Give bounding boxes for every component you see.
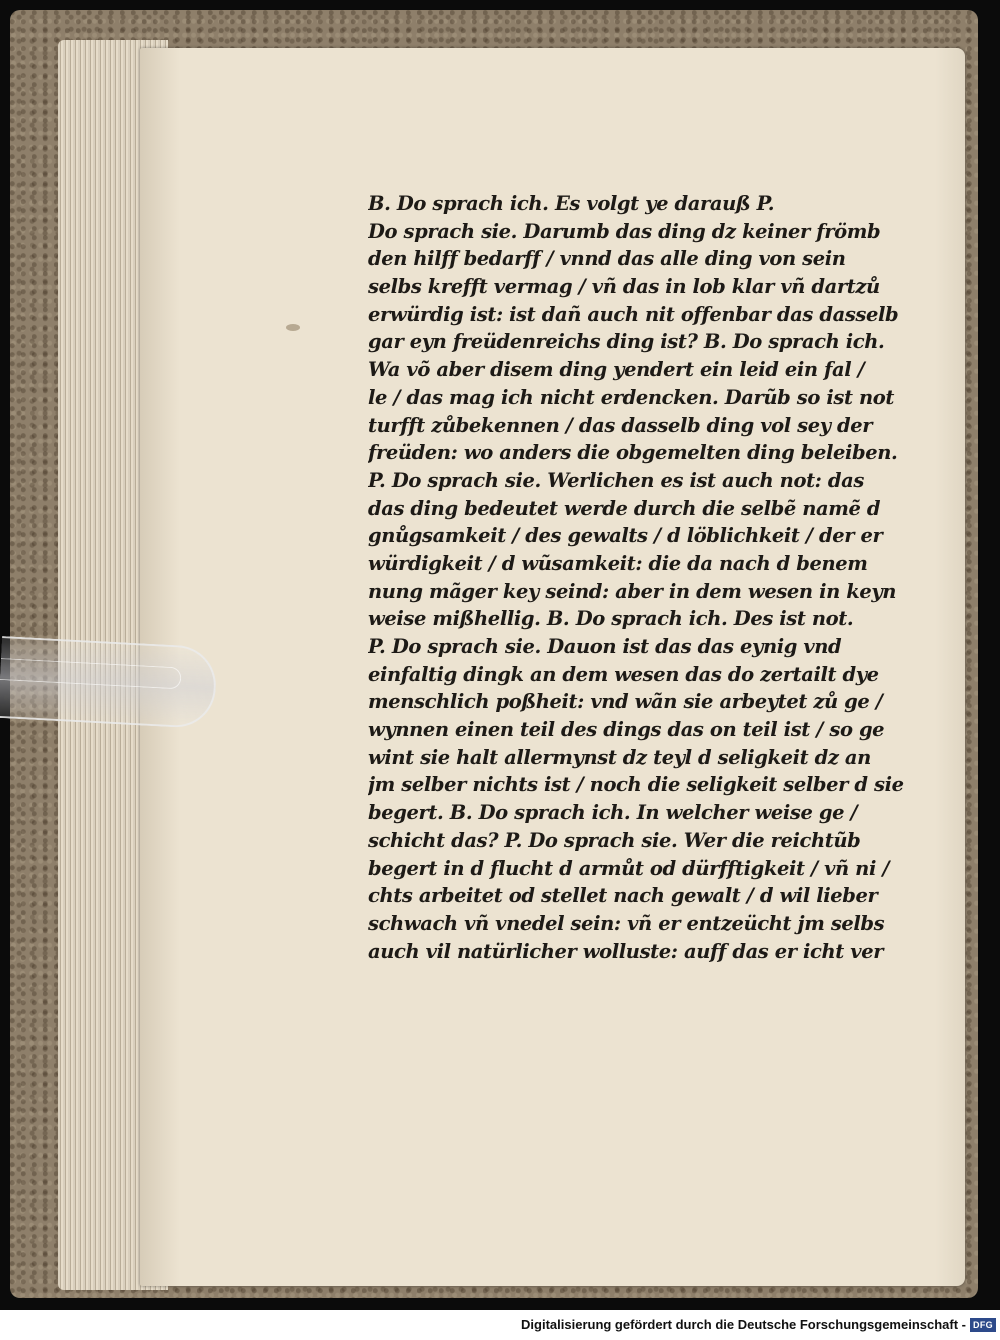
- funding-credit: Digitalisierung gefördert durch die Deutsche Forschungsgemeinschaft -: [521, 1317, 966, 1332]
- text-line: das ding bedeutet werde durch die selbẽ namẽ d: [368, 496, 881, 520]
- text-line: wynnen einen teil des dings das on teil ist / so ge: [368, 718, 885, 742]
- text-line: würdigkeit / d wũsamkeit: die da nach d benem: [368, 551, 868, 575]
- text-line: P. Do sprach sie. Werlichen es ist auch not: das: [368, 468, 864, 492]
- text-line: auch vil natürlicher wolluste: auff das er icht ver: [368, 939, 884, 963]
- text-line: turfft zůbekennen / das dasselb ding vol sey der: [368, 413, 873, 437]
- footer-bar: [0, 1310, 1000, 1340]
- text-line: begert. B. Do sprach ich. In welcher weise ge /: [368, 801, 858, 825]
- text-line: gar eyn freüdenreichs ding ist? B. Do sprach ich.: [368, 330, 885, 354]
- text-line: jm selber nichts ist / noch die seligkeit selber d sie: [368, 773, 904, 797]
- text-line: den hilff bedarff / vnnd das alle ding von sein: [368, 247, 846, 271]
- plastic-clip: [0, 636, 218, 729]
- text-line: chts arbeitet od stellet nach gewalt / d wil lieber: [368, 884, 878, 908]
- paper-blemish: [286, 324, 300, 331]
- page-text: [368, 190, 916, 965]
- text-line: gnůgsamkeit / des gewalts / d löblichkeit / der er: [368, 524, 883, 548]
- text-line: weise mißhellig. B. Do sprach ich. Des ist not.: [368, 607, 854, 631]
- text-line: schicht das? P. Do sprach sie. Wer die reichtũb: [368, 828, 861, 852]
- text-line: P. Do sprach sie. Dauon ist das das eynig vnd: [368, 635, 842, 658]
- text-line: schwach vñ vnedel sein: vñ er entzeücht jm selbs: [368, 911, 885, 935]
- text-line: menschlich poßheit: vnd wãn sie arbeytet zů ge /: [368, 690, 883, 714]
- text-line: nung mãger key seind: aber in dem wesen in keyn: [368, 579, 897, 603]
- dfg-logo: DFG: [970, 1318, 996, 1332]
- text-line: le / das mag ich nicht erdencken. Darũb so ist not: [368, 385, 894, 409]
- text-line: einfaltig dingk an dem wesen das do zertailt dye: [368, 662, 879, 686]
- text-line: selbs krefft vermag / vñ das in lob klar vñ dartzů: [368, 275, 880, 299]
- text-line: freüden: wo anders die obgemelten ding beleiben.: [368, 441, 898, 465]
- text-line: begert in d flucht d armůt od dürfftigkeit / vñ ni /: [368, 856, 890, 880]
- text-line: wint sie halt allermynst dz teyl d seligkeit dz an: [368, 745, 871, 769]
- text-line: Wa võ aber disem ding yendert ein leid ein fal /: [368, 358, 865, 382]
- text-line: Do sprach sie. Darumb das ding dz keiner frömb: [368, 219, 881, 243]
- text-line: B. Do sprach ich. Es volgt ye darauß P.: [368, 192, 775, 215]
- text-line: erwürdig ist: ist dañ auch nit offenbar das dasselb: [368, 302, 899, 326]
